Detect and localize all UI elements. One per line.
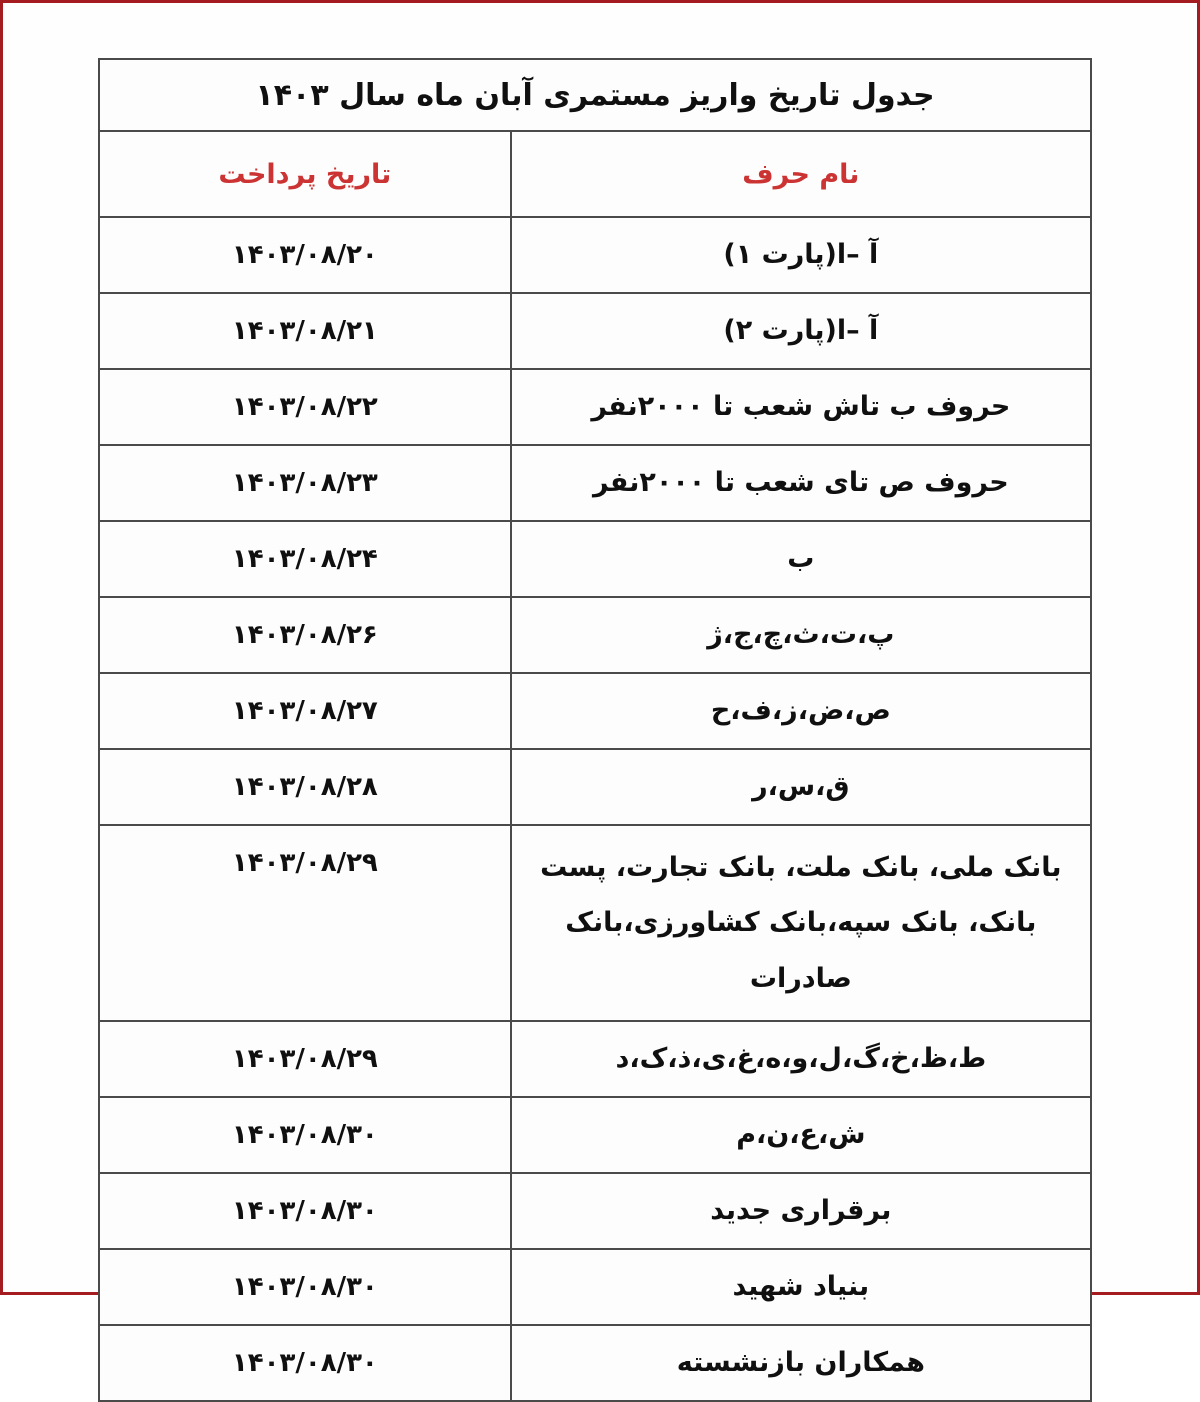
cell-payment-date: ۱۴۰۳/۰۸/۲۰ — [99, 217, 511, 293]
table-row — [99, 749, 1091, 825]
table-row — [99, 293, 1091, 369]
table-row — [99, 445, 1091, 521]
cell-letter-name: ط،ظ،خ،گ،ل،و،ه،غ،ی،ذ،ک،د — [511, 1021, 1091, 1097]
cell-letter-name: همکاران بازنشسته — [511, 1325, 1091, 1401]
table-row-banks — [99, 825, 1091, 1021]
cell-letter-name: آ –ا(پارت ۱) — [511, 217, 1091, 293]
cell-payment-date: ۱۴۰۳/۰۸/۳۰ — [99, 1097, 511, 1173]
cell-letter-name: بانک ملی، بانک ملت، بانک تجارت، پست بانک، بانک سپه،بانک کشاورزی،بانک صادرات — [511, 825, 1091, 1021]
table-row — [99, 1097, 1091, 1173]
table-row — [99, 1021, 1091, 1097]
table-row — [99, 597, 1091, 673]
cell-letter-name: ب — [511, 521, 1091, 597]
cell-letter-name: ق،س،ر — [511, 749, 1091, 825]
cell-letter-name: حروف ب تاش شعب تا ۲۰۰۰نفر — [511, 369, 1091, 445]
table-body — [99, 59, 1091, 1401]
cell-letter-name: ص،ض،ز،ف،ح — [511, 673, 1091, 749]
table-row — [99, 369, 1091, 445]
cell-payment-date: ۱۴۰۳/۰۸/۲۴ — [99, 521, 511, 597]
table-title-row — [99, 59, 1091, 131]
table-row — [99, 1173, 1091, 1249]
column-header-letter-name: نام حرف — [511, 131, 1091, 217]
table-row — [99, 1325, 1091, 1401]
table-row — [99, 521, 1091, 597]
cell-letter-name: حروف ص تای شعب تا ۲۰۰۰نفر — [511, 445, 1091, 521]
cell-payment-date: ۱۴۰۳/۰۸/۲۶ — [99, 597, 511, 673]
cell-payment-date: ۱۴۰۳/۰۸/۲۹ — [99, 825, 511, 1021]
table-container — [98, 58, 1092, 1379]
cell-payment-date: ۱۴۰۳/۰۸/۲۹ — [99, 1021, 511, 1097]
cell-letter-name: آ –ا(پارت ۲) — [511, 293, 1091, 369]
table-header-row — [99, 131, 1091, 217]
cell-payment-date: ۱۴۰۳/۰۸/۲۷ — [99, 673, 511, 749]
cell-payment-date: ۱۴۰۳/۰۸/۳۰ — [99, 1249, 511, 1325]
table-row — [99, 217, 1091, 293]
cell-payment-date: ۱۴۰۳/۰۸/۳۰ — [99, 1325, 511, 1401]
cell-payment-date: ۱۴۰۳/۰۸/۲۲ — [99, 369, 511, 445]
cell-payment-date: ۱۴۰۳/۰۸/۲۱ — [99, 293, 511, 369]
cell-letter-name: بنیاد شهید — [511, 1249, 1091, 1325]
cell-letter-name: ش،ع،ن،م — [511, 1097, 1091, 1173]
cell-payment-date: ۱۴۰۳/۰۸/۲۳ — [99, 445, 511, 521]
table-row — [99, 1249, 1091, 1325]
column-header-payment-date: تاریخ پرداخت — [99, 131, 511, 217]
pension-payment-schedule-table — [98, 58, 1092, 1402]
cell-payment-date: ۱۴۰۳/۰۸/۳۰ — [99, 1173, 511, 1249]
cell-payment-date: ۱۴۰۳/۰۸/۲۸ — [99, 749, 511, 825]
page-title: جدول تاریخ واریز مستمری آبان ماه سال ۱۴۰۳ — [99, 59, 1091, 131]
cell-letter-name: پ،ت،ث،چ،ج،ژ — [511, 597, 1091, 673]
table-row — [99, 673, 1091, 749]
cell-letter-name: برقراری جدید — [511, 1173, 1091, 1249]
